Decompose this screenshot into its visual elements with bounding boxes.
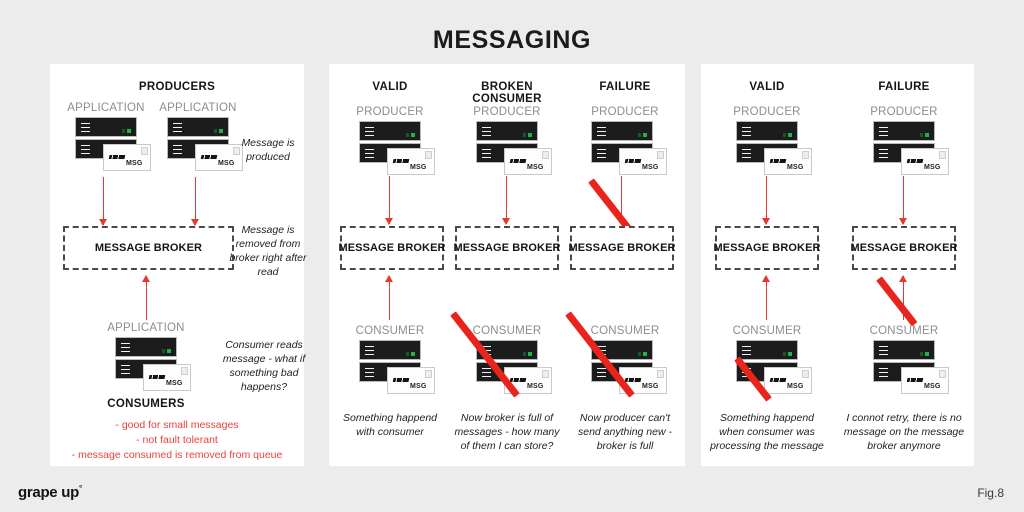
label-application-bottom: APPLICATION (107, 322, 185, 334)
msg-card-application-left (103, 144, 151, 171)
panel2-col2-title: BROKEN CONSUMER (472, 81, 542, 105)
panel2-col3-title: FAILURE (599, 81, 651, 93)
msg-card-consumer-p3col1: MSG (764, 367, 812, 394)
panel3-col1-producer-label: PRODUCER (733, 106, 801, 118)
message-broker-box-p3col2: MESSAGE BROKER (852, 226, 956, 270)
message-broker-box-panel1: MESSAGE BROKER (63, 226, 234, 270)
panel2-col2-consumer-label: CONSUMER (472, 325, 542, 337)
msg-card-consumer-col2: MSG (504, 367, 552, 394)
page-title: MESSAGING (432, 26, 592, 54)
strike-through-arrow-p3col2 (876, 276, 917, 326)
arrow-app-left-to-broker (99, 177, 108, 225)
label-application-right: APPLICATION (159, 102, 237, 114)
bullet-item: - good for small messages (115, 419, 239, 431)
msg-card-consumer-col1: MSG (387, 367, 435, 394)
note-message-produced: Message is produced (241, 137, 295, 163)
panel-queue-basics (50, 64, 307, 466)
brand-logo-mark: ° (78, 484, 82, 493)
panel2-col3-caption: Now producer can't send anything new - broker is full (578, 412, 672, 452)
message-broker-box-p3col1: MESSAGE BROKER (715, 226, 819, 270)
panel1-heading: PRODUCERS (138, 81, 216, 93)
figure-label: Fig.8 (977, 486, 1004, 500)
panel1-consumers-heading: CONSUMERS (107, 398, 185, 410)
panel2-col1-title: VALID (372, 81, 408, 93)
panel3-col2-producer-label: PRODUCER (870, 106, 938, 118)
msg-card-producer-col1: MSG (387, 148, 435, 175)
panel2-col1-caption: Something happend with consumer (343, 412, 437, 438)
arrow-consumer-to-broker-p3col1 (762, 276, 771, 320)
arrow-app-right-to-broker (191, 177, 200, 225)
panel2-col1-consumer-label: CONSUMER (355, 325, 425, 337)
panel3-col1-caption: Something happend when consumer was processing the message (710, 412, 824, 452)
arrow-producer-to-broker-p3col2 (899, 176, 908, 224)
panel2-col2-caption: Now broker is full of messages - how many of them I can store? (454, 412, 560, 452)
panel3-col2-consumer-label: CONSUMER (869, 325, 939, 337)
panel-ack-failure (701, 64, 974, 466)
msg-card-consumer-col3: MSG (619, 367, 667, 394)
arrow-producer-to-broker-col1 (385, 176, 394, 224)
arrow-producer-to-broker-col2 (502, 176, 511, 224)
msg-card-producer-col2: MSG (504, 148, 552, 175)
panel3-col2-caption: I connot retry, there is no message on the message broker anymore (843, 412, 965, 452)
msg-card-consumer-p3col2: MSG (901, 367, 949, 394)
brand-logo-text: grape up (18, 484, 79, 501)
msg-card-producer-p3col1: MSG (764, 148, 812, 175)
panel2-col3-consumer-label: CONSUMER (590, 325, 660, 337)
arrow-consumer-to-broker (142, 276, 151, 320)
panel3-col1-consumer-label: CONSUMER (732, 325, 802, 337)
note-message-removed: Message is removed from broker right after read (229, 224, 307, 278)
message-broker-box-col3: MESSAGE BROKER (570, 226, 674, 270)
msg-card-consumer (143, 364, 191, 391)
brand-mark-icon (201, 155, 218, 159)
brand-logo (18, 484, 82, 501)
panel3-col2-title: FAILURE (878, 81, 930, 93)
panel2-col3-producer-label: PRODUCER (591, 106, 659, 118)
panel3-col1-title: VALID (749, 81, 785, 93)
brand-mark-icon (149, 375, 166, 379)
note-consumer-reads: Consumer reads message - what if something bad happens? (222, 339, 306, 393)
label-application-left: APPLICATION (67, 102, 145, 114)
panel2-col2-producer-label: PRODUCER (473, 106, 541, 118)
panel-broken-consumer (329, 64, 685, 466)
page-fold-icon (141, 147, 148, 155)
msg-card-label: MSG (218, 160, 235, 167)
page-fold-icon (181, 367, 188, 375)
msg-card-label: MSG (166, 380, 183, 387)
panel1-bullet-list (52, 418, 302, 463)
message-broker-box-col1: MESSAGE BROKER (340, 226, 444, 270)
message-broker-box-col2: MESSAGE BROKER (455, 226, 559, 270)
arrow-producer-to-broker-p3col1 (762, 176, 771, 224)
msg-card-producer-col3: MSG (619, 148, 667, 175)
bullet-item: - not fault tolerant (136, 433, 218, 446)
panel2-col1-producer-label: PRODUCER (356, 106, 424, 118)
msg-card-producer-p3col2: MSG (901, 148, 949, 175)
bullet-item: - message consumed is removed from queue (71, 448, 283, 461)
arrow-consumer-to-broker-col1 (385, 276, 394, 320)
msg-card-label: MSG (126, 160, 143, 167)
brand-mark-icon (109, 155, 126, 159)
